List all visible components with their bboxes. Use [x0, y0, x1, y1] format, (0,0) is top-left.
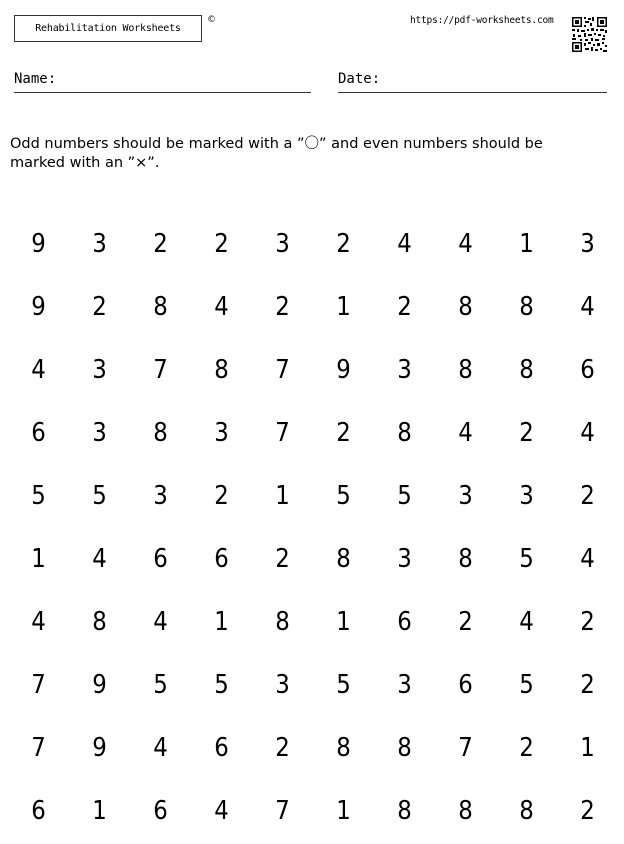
number-cell[interactable]: 2	[336, 228, 351, 259]
number-cell[interactable]: 5	[336, 480, 351, 511]
number-grid	[8, 212, 618, 842]
number-cell[interactable]: 4	[31, 606, 46, 637]
date-field[interactable]: Date:	[338, 68, 607, 93]
number-cell[interactable]: 2	[153, 228, 168, 259]
number-cell[interactable]: 8	[275, 606, 290, 637]
number-cell[interactable]: 8	[92, 606, 107, 637]
number-cell[interactable]: 8	[153, 291, 168, 322]
number-cell[interactable]: 8	[336, 543, 351, 574]
qr-code-icon	[572, 17, 607, 52]
number-cell[interactable]: 1	[336, 606, 351, 637]
number-cell[interactable]: 5	[519, 543, 534, 574]
number-cell[interactable]: 8	[458, 543, 473, 574]
number-cell[interactable]: 1	[580, 732, 595, 763]
number-cell[interactable]: 7	[275, 417, 290, 448]
number-cell[interactable]: 3	[397, 543, 412, 574]
number-cell[interactable]: 4	[458, 228, 473, 259]
number-cell[interactable]: 1	[519, 228, 534, 259]
number-cell[interactable]: 7	[458, 732, 473, 763]
number-cell[interactable]: 3	[275, 228, 290, 259]
number-cell[interactable]: 8	[397, 795, 412, 826]
number-cell[interactable]: 9	[31, 291, 46, 322]
number-cell[interactable]: 3	[397, 354, 412, 385]
number-cell[interactable]: 2	[397, 291, 412, 322]
number-cell[interactable]: 6	[153, 795, 168, 826]
number-cell[interactable]: 8	[397, 417, 412, 448]
number-cell[interactable]: 2	[275, 543, 290, 574]
number-cell[interactable]: 2	[92, 291, 107, 322]
number-cell[interactable]: 1	[92, 795, 107, 826]
number-cell[interactable]: 6	[458, 669, 473, 700]
number-cell[interactable]: 2	[458, 606, 473, 637]
number-cell[interactable]: 5	[153, 669, 168, 700]
number-cell[interactable]: 1	[336, 795, 351, 826]
site-url[interactable]: https://pdf-worksheets.com	[410, 15, 554, 26]
number-cell[interactable]: 2	[580, 480, 595, 511]
number-cell[interactable]: 1	[214, 606, 229, 637]
number-cell[interactable]: 2	[214, 228, 229, 259]
number-cell[interactable]: 5	[92, 480, 107, 511]
number-cell[interactable]: 3	[458, 480, 473, 511]
number-cell[interactable]: 9	[336, 354, 351, 385]
number-cell[interactable]: 2	[275, 291, 290, 322]
number-cell[interactable]: 3	[92, 417, 107, 448]
number-cell[interactable]: 2	[519, 732, 534, 763]
number-cell[interactable]: 6	[397, 606, 412, 637]
number-cell[interactable]: 6	[31, 795, 46, 826]
number-cell[interactable]: 4	[580, 417, 595, 448]
number-cell[interactable]: 2	[336, 417, 351, 448]
number-cell[interactable]: 2	[275, 732, 290, 763]
number-cell[interactable]: 8	[153, 417, 168, 448]
number-cell[interactable]: 8	[458, 291, 473, 322]
number-cell[interactable]: 5	[519, 669, 534, 700]
name-field[interactable]: Name:	[14, 68, 311, 93]
instruction-text: Odd numbers should be marked with a ”〇” and even numbers should be marked with an ”×”.	[10, 136, 543, 171]
number-cell[interactable]: 3	[519, 480, 534, 511]
number-cell[interactable]: 4	[214, 291, 229, 322]
number-cell[interactable]: 4	[397, 228, 412, 259]
number-cell[interactable]: 4	[31, 354, 46, 385]
number-cell[interactable]: 7	[153, 354, 168, 385]
number-cell[interactable]: 8	[214, 354, 229, 385]
number-cell[interactable]: 6	[580, 354, 595, 385]
number-cell[interactable]: 4	[519, 606, 534, 637]
number-cell[interactable]: 9	[92, 732, 107, 763]
worksheet-title: Rehabilitation Worksheets	[14, 15, 202, 42]
number-cell[interactable]: 3	[214, 417, 229, 448]
number-cell[interactable]: 4	[214, 795, 229, 826]
number-cell[interactable]: 7	[275, 354, 290, 385]
number-cell[interactable]: 2	[519, 417, 534, 448]
copyright-symbol: ©	[207, 15, 216, 25]
number-cell[interactable]: 7	[275, 795, 290, 826]
number-cell[interactable]: 3	[92, 228, 107, 259]
number-cell[interactable]: 2	[580, 669, 595, 700]
number-cell[interactable]: 3	[580, 228, 595, 259]
number-cell[interactable]: 3	[92, 354, 107, 385]
number-cell[interactable]: 4	[458, 417, 473, 448]
number-cell[interactable]: 8	[519, 795, 534, 826]
number-cell[interactable]: 6	[153, 543, 168, 574]
number-cell[interactable]: 7	[31, 669, 46, 700]
number-cell[interactable]: 7	[31, 732, 46, 763]
number-cell[interactable]: 4	[92, 543, 107, 574]
number-cell[interactable]: 8	[397, 732, 412, 763]
number-cell[interactable]: 2	[580, 606, 595, 637]
number-cell[interactable]: 1	[275, 480, 290, 511]
number-cell[interactable]: 1	[336, 291, 351, 322]
number-cell[interactable]: 6	[214, 543, 229, 574]
number-cell[interactable]: 4	[580, 291, 595, 322]
number-cell[interactable]: 9	[31, 228, 46, 259]
number-cell[interactable]: 3	[153, 480, 168, 511]
number-cell[interactable]: 3	[275, 669, 290, 700]
number-cell[interactable]: 8	[458, 354, 473, 385]
number-cell[interactable]: 5	[397, 480, 412, 511]
number-cell[interactable]: 5	[214, 669, 229, 700]
number-cell[interactable]: 8	[458, 795, 473, 826]
number-cell[interactable]: 3	[397, 669, 412, 700]
number-cell[interactable]: 9	[92, 669, 107, 700]
number-cell[interactable]: 8	[519, 291, 534, 322]
number-cell[interactable]: 4	[580, 543, 595, 574]
number-cell[interactable]: 5	[336, 669, 351, 700]
number-cell[interactable]: 4	[153, 606, 168, 637]
number-cell[interactable]: 4	[153, 732, 168, 763]
number-cell[interactable]: 8	[336, 732, 351, 763]
number-cell[interactable]: 6	[31, 417, 46, 448]
number-cell[interactable]: 8	[519, 354, 534, 385]
number-cell[interactable]: 2	[580, 795, 595, 826]
number-cell[interactable]: 5	[31, 480, 46, 511]
number-cell[interactable]: 6	[214, 732, 229, 763]
number-cell[interactable]: 1	[31, 543, 46, 574]
number-cell[interactable]: 2	[214, 480, 229, 511]
